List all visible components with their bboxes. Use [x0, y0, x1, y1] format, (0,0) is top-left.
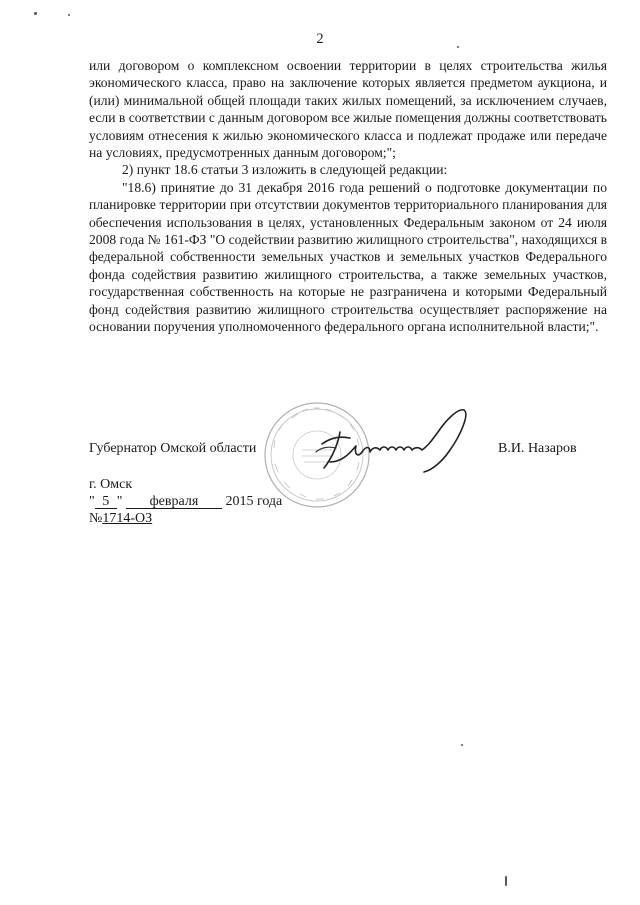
signatory-title: Губернатор Омской области — [89, 441, 257, 456]
handwritten-signature — [300, 402, 480, 482]
scan-speck — [461, 744, 463, 746]
paragraph-1: или договором о комплексном освоении территории в целях строительства жилья экономического класса, право на заключение которых является предметом аукциона, и (или) минимальной общей площади таких жилых помещений, за исключением случаев, если в соответствии с данным договором все жилые помещения должны соответствовать условиям отнесения к жилью экономического класса и подлежат продаже или передаче на условиях, предусмотренных данным договором;"; — [89, 58, 607, 161]
page-number: 2 — [316, 31, 324, 47]
scan-speck — [457, 46, 459, 48]
number-prefix: № — [89, 511, 103, 526]
signing-date — [89, 494, 282, 510]
date-year: 2015 года — [225, 494, 283, 509]
paragraph-3: "18.6) принятие до 31 декабря 2016 года решений о подготовке документации по планировке территории при отсутствии документов территориального планирования для обеспечения использования в целях, установленных Федеральным законом от 24 июля 2008 года № 161-ФЗ "О содействии развитию жилищного строительства", находящихся в федеральной собственности земельных участков и земельных участков Федерального фонда содействия развитию жилищного строительства, а также земельных участков, государственная собственность на которые не разграничена и которыми Федеральный фонд содействия развитию жилищного строительства осуществляет распоряжение на основании поручения уполномоченного федерального органа исполнительной власти;". — [89, 179, 607, 335]
scan-speck — [68, 14, 70, 16]
paragraph-2: 2) пункт 18.6 статьи 3 изложить в следующей редакции: — [122, 162, 448, 178]
scan-speck — [34, 12, 37, 15]
date-quote-close: " — [116, 494, 123, 509]
date-day: 5 — [95, 494, 117, 509]
signatory-name: В.И. Назаров — [498, 441, 577, 456]
document-number — [89, 511, 152, 527]
signing-place: г. Омск — [89, 477, 133, 492]
date-quote-open: " — [89, 494, 95, 509]
date-month: февраля — [126, 494, 222, 509]
scan-speck — [505, 876, 507, 886]
number-value: 1714-ОЗ — [102, 511, 153, 526]
document-body — [89, 57, 607, 336]
